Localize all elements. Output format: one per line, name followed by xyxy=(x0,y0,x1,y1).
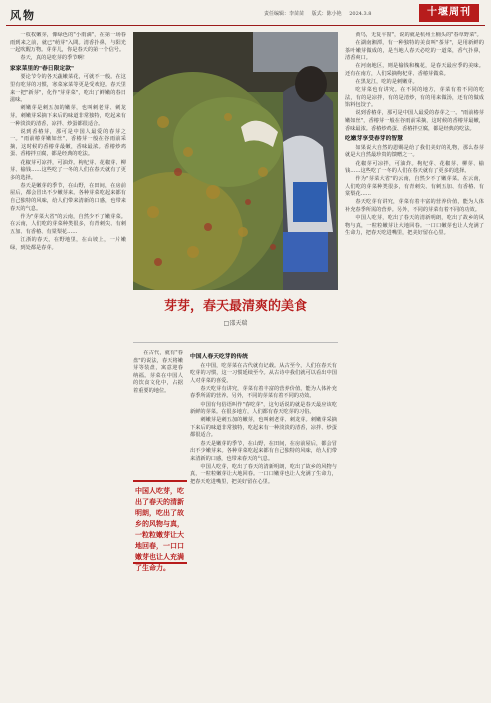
subheading: 家家菜里的"春日限定款" xyxy=(10,65,75,72)
article-author: □邵天瑞 xyxy=(223,320,248,327)
paragraph: 刺嫩芽是刺五加的嫩芽，也叫刺老芽、刺龙芽。刺嫩芽采摘下来后的味道非常独特，吃起来有一种淡淡的清香，凉拌、炒蛋都很适合。 xyxy=(10,105,126,127)
credits xyxy=(264,10,377,17)
header-rule xyxy=(6,25,485,26)
page-header xyxy=(6,4,485,24)
editor-credit: 责任编辑：李苗苗 xyxy=(264,11,305,17)
paragraph: 作为"芽菜大省"的云南，自然少不了嫩芽菜。在云南，人们吃的芽菜种类很多，有青刺尖、有刺五加、有香椿、有棠梨花…… xyxy=(10,213,126,235)
designer-credit: 版式：陈小艳 xyxy=(311,11,342,17)
paragraph: 中国有句俗语叫作"春吃芽"，这句话说的就是春天最应该吃新鲜的芽菜。在很多地方，人们都有春天吃芽的习俗。 xyxy=(190,401,337,416)
paragraph: 刺嫩芽是刺五加的嫩芽，也叫刺老芽、刺龙芽。刺嫩芽采摘下来后的味道非常独特，吃起来有一种淡淡的清香，凉拌、炒蛋都很适合。 xyxy=(190,417,337,439)
paragraph: 春天吃芽有讲究，芽菜有着丰富的营养价值，能为人体补充春季所需的营养。另外，不同的芽菜有着不同的功效。 xyxy=(345,199,484,214)
issue-date: 2024.3.8 xyxy=(349,11,372,17)
paragraph: 一枚枚嫩芽，像绿色的"小雨滴"，在第一场春雨到来之前，就已"萌芽"入間。清香扑鼻，与阳光一起吹醒万物。芽芽儿，你是春天的第一个信号。 xyxy=(10,32,126,54)
article-photo xyxy=(133,32,338,290)
paragraph: 江浙的春天，在野地里，在山坡上，一片嫩绿，到处都是春芽。 xyxy=(10,236,126,251)
paragraph: 花椒芽可凉拌，可油炸。枸杞芽、花椒芽、柳芽、榆钱……这些吃了一冬的人们在春天就有了更多的选择。 xyxy=(10,159,126,181)
paragraph: 说到香椿芽，那可是中国人最爱的春芽之一。"雨前椿芽嫩如丝"，香椿芽一般在谷雨前采摘，这时候的香椿芽最嫩，香味最浓。香椿炒鸡蛋、香椿拌豆腐，都是经典的吃法。 xyxy=(345,110,484,132)
paragraph: 中国人吃芽，吃出了春天的清新明朗，吃出了故乡的风物与真，一粒粒嫩芽让大地回春。一口口嫩芽也让人充满了生命力，把春天吃进嘴里，把美好留在心里。 xyxy=(190,463,337,485)
paragraph: 作为"芽菜大省"的云南，自然少不了嫩芽菜。在云南，人们吃的芽菜种类很多，有青刺尖、有刺五加、有香椿、有棠梨花…… xyxy=(345,176,484,198)
paragraph: 春天，真的是吃芽的季节啊！ xyxy=(20,55,88,62)
paragraph: 在中国，吃芽菜在古代就有记载。从古至今，人们在春天有吃芽的习惯，这一习惯延续至今。从古诗中我们就可以看出中国人对芽菜的喜爱。 xyxy=(190,362,337,384)
newspaper-logo: 十堰周刊 xyxy=(419,4,479,22)
paragraph: 吃芽菜也有讲究。在不同的地方，芽菜有着不同的吃法，有的是凉拌，有的是清炒，有的用来做汤，还有的做成馅料包饺子。 xyxy=(345,87,484,109)
paragraph: 在湖南湘潭，有一种独特的美食叫"茶芽"，是用新鲜的茶叶嫩芽做成的，是当地人春天必吃的一道菜，香气扑鼻，清香爽口。 xyxy=(345,40,484,62)
paragraph: 中国人吃芽，吃出了春天的清新明朗，吃出了故乡的风物与真，一粒粒嫩芽让大地回春。一口口嫩芽也让人充满了生命力，把春天吃进嘴里，把美好留在心里。 xyxy=(345,215,484,237)
column-4 xyxy=(345,32,484,698)
paragraph: 说到香椿芽，那可是中国人最爱的春芽之一。"雨前椿芽嫩如丝"，香椿芽一般在谷雨前采摘，这时候的香椿芽最嫩，香味最浓。香椿炒鸡蛋、香椿拌豆腐，都是经典的吃法。 xyxy=(10,128,126,158)
paragraph: 要论节令的各天蔬嫩菜花，可就不一般。在这里有吃芽的习惯，寒菜家菜等更是受欢迎。春天里来一把"新芽"，化作"芽芽菜"，吃出了鲜嫩的春日滋味。 xyxy=(10,74,126,104)
section-title: 风物 xyxy=(10,9,36,22)
paragraph: 春天吃芽有讲究，芽菜有着丰富的营养价值，能为人体补充春季所需的营养。另外，不同的芽菜有着不同的功效。 xyxy=(190,385,337,400)
subheading: 吃嫩芽享受春芽的智慧 xyxy=(345,136,403,143)
paragraph: 在河南地区，则是榆钱和槐花，是春天最应季的美味。还有在南方，人们采摘枸杞芽、香椿芽做菜。 xyxy=(345,63,484,77)
pull-quote: 中国人吃芽，吃出了春天的清新明朗，吃出了故乡的风物与真，一粒粒嫩芽让大地回春，一口口嫩芽也让人充满了生命力。 xyxy=(133,480,187,564)
divider xyxy=(133,342,338,343)
paragraph: 在黑龙江，吃的是刺嫩芽。 xyxy=(355,79,418,86)
paragraph: 在古代，就有"春盘"的说法，春天将嫩芽等装盘，寓意迎春纳福。芽菜在中国人的饮食文化中，占据着重要的地位。 xyxy=(133,350,183,394)
sprouts-market-illustration xyxy=(133,32,338,290)
paragraph: 花椒芽可凉拌，可油炸。枸杞芽、花椒芽、柳芽、榆钱……这些吃了一冬的人们在春天就有了更多的选择。 xyxy=(345,160,484,175)
column-1 xyxy=(10,32,126,698)
paragraph: 黄鸟，无复平窗"，说的就是杭州土楠头的"春草野菜"。 xyxy=(355,32,482,38)
paragraph: 如果说大自然的恩赐是给了我们美好的礼物，那么春芽就是大自然最珍贵的馈赠之一。 xyxy=(345,144,484,159)
column-3 xyxy=(190,351,337,698)
article-title: 芽芽，春天最清爽的美食 xyxy=(163,299,307,314)
headline-block xyxy=(133,293,338,337)
paragraph: 春天是嫩芽的季节，在山野，在田间，在房前屋后，都会冒出不少嫩芽来。各种芽菜吃起来都有自己独特的风味，给人们带来清新的口感，也带来春天的气息。 xyxy=(190,440,337,462)
subheading: 中国人春天吃芽的传统 xyxy=(190,354,248,360)
paragraph: 春天是嫩芽的季节，在山野，在田间，在房前屋后，都会冒出不少嫩芽来。各种芽菜吃起来都有自己独特的风味，给人们带来清新的口感，也带来春天的气息。 xyxy=(10,182,126,212)
